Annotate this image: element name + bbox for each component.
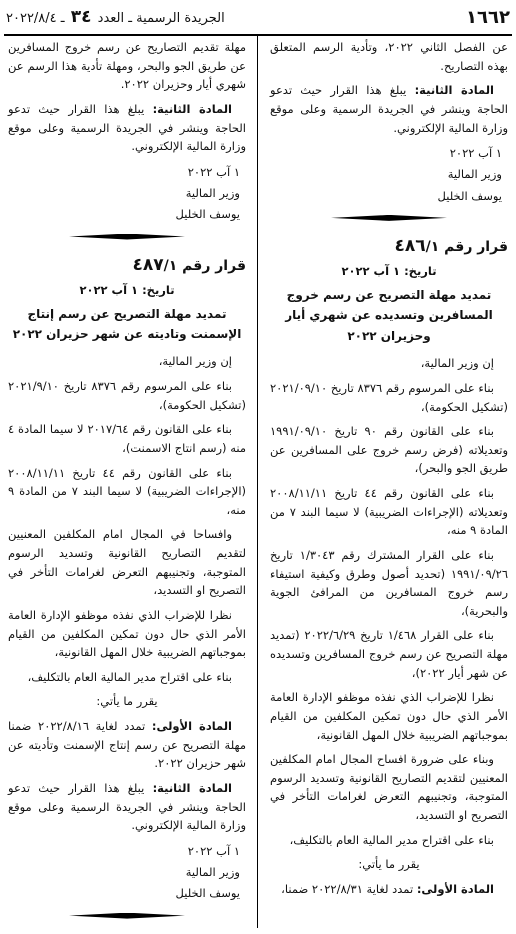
decision-number: ٤٨٦	[394, 235, 426, 256]
decision-title: قرار رقم ٤٨٦/١	[394, 235, 508, 256]
section-divider	[8, 234, 246, 240]
signature-block	[270, 143, 508, 207]
paragraph: نظرا للإضراب الذي نفذه موظفو الإدارة العامة الأمر الذي حال دون تمكين المكلفين من القيام بموجباتهم الضريبية خلال المهل القانونية،	[8, 607, 246, 660]
paragraph: بناء على القانون رقم ٤٤ تاريخ ٢٠٠٨/١١/١١ وتعديلاته (الإجراءات الضريبية) لا سيما البند ٧ من المادة ٩ منه،	[270, 486, 508, 538]
paragraph: إن وزير المالية،	[158, 354, 232, 369]
decision-487	[8, 252, 246, 919]
column-divider	[257, 36, 258, 928]
page-header	[6, 4, 510, 30]
signature-block	[8, 841, 246, 905]
paragraph: نظرا للإضراب الذي نفذه موظفو الإدارة العامة الأمر الذي حال دون تمكين المكلفين من القيام بموجباتهم الضريبية خلال المهل القانونية،	[270, 690, 508, 742]
right-column	[270, 38, 508, 905]
paragraph: بناء على المرسوم رقم ٨٣٧٦ تاريخ ٢٠٢١/٩/١٠ (تشكيل الحكومة)،	[8, 379, 246, 412]
article-text: يبلغ هذا القرار حيث تدعو الحاجة وينشر في الجريدة الرسمية وعلى موقع وزارة المالية الإلكتروني.	[8, 780, 246, 833]
issue-prefix: الجريدة الرسمية ـ العدد	[97, 11, 225, 26]
decision-title: قرار رقم ٤٨٧/١	[132, 254, 246, 275]
article-text: تمدد لغاية ٢٠٢٢/٨/٣١ ضمنا،	[281, 881, 414, 896]
decision-486	[270, 233, 508, 899]
signature-name: يوسف الخليل	[175, 207, 240, 222]
paragraph: بناء على القرار المشترك رقم ١/٣٠٤٣ تاريخ ١٩٩١/٠٩/٢٦ (تحديد أصول وطرق وكيفية استيفاء رسم خروج المسافرين من المرافئ الجوية والبحرية)،	[270, 547, 508, 618]
continued-text: مهلة تقديم التصاريح عن رسم خروج المسافرين عن طريق الجو والبحر، ومهلة تأدية هذا الرسم عن شهري أيار وحزيران ٢٠٢٢.	[8, 40, 246, 92]
left-column	[8, 38, 246, 931]
paragraph: وبناء على ضرورة افساح المجال امام المكلفين المعنيين لتقديم التصاريح القانونية وتسديد الرسوم المتوجبة، وتجنيبهم التعرض لغرامات التأخر في التصريح او التسديد،	[270, 752, 508, 822]
signature-role: وزير المالية	[185, 186, 240, 201]
paragraph: بناء على المرسوم رقم ٨٣٧٦ تاريخ ٢٠٢١/٠٩/١٠ (تشكيل الحكومة)،	[270, 380, 508, 414]
issue-info	[6, 7, 225, 27]
signature-name: يوسف الخليل	[437, 188, 502, 203]
header-rule	[4, 34, 512, 36]
article-label: المادة الأولى:	[151, 719, 233, 734]
article-label: المادة الثانية:	[152, 101, 232, 116]
signature-role: وزير المالية	[185, 865, 240, 880]
decision-subject: تمديد مهلة التصريح عن رسم إنتاج الإسمنت وتاديته عن شهر حزيران ٢٠٢٢	[12, 306, 242, 342]
decision-date: تاريخ: ١ آب ٢٠٢٢	[79, 283, 175, 298]
signature-date: ١ آب ٢٠٢٢	[187, 843, 240, 858]
continued-text: عن الفصل الثاني ٢٠٢٢، وتأدية الرسم المتعلق بهذه التصاريح.	[270, 40, 508, 73]
signature-date: ١ آب ٢٠٢٢	[449, 146, 502, 161]
section-divider	[270, 215, 508, 221]
section-divider	[8, 913, 246, 919]
decision-date: تاريخ: ١ آب ٢٠٢٢	[341, 264, 437, 279]
signature-date: ١ آب ٢٠٢٢	[187, 164, 240, 179]
signature-name: يوسف الخليل	[175, 886, 240, 901]
paragraph: بناء على القانون رقم ٩٠ تاريخ ١٩٩١/٠٩/١٠ وتعديلاته (فرض رسم خروج على المسافرين عن طريق الجو والبحر)،	[270, 424, 508, 476]
issue-number: ٣٤	[70, 7, 92, 27]
decision-number: ٤٨٧	[132, 254, 164, 275]
paragraph: بناء على القرار ١/٤٦٨ تاريخ ٢٠٢٢/٦/٢٩ (تمديد مهلة التصريح عن رسم خروج المسافرين وتسديده عن شهر أيار ٢٠٢٢)،	[270, 628, 508, 680]
signature-role: وزير المالية	[447, 167, 502, 182]
article-label: المادة الثانية:	[414, 83, 494, 98]
decision-subject: تمديد مهلة التصريح عن رسم خروج المسافرين وتسديده عن شهري أيار وحزيران ٢٠٢٢	[285, 288, 493, 343]
decides-line: يقرر ما يأتي:	[358, 857, 420, 872]
decides-line: يقرر ما يأتي:	[96, 694, 158, 709]
paragraph: بناء على القانون رقم ٢٠١٧/٦٤ لا سيما المادة ٤ منه (رسم انتاج الاسمنت)،	[8, 422, 246, 455]
article-2	[270, 81, 508, 137]
article-label: المادة الثانية:	[152, 780, 232, 795]
article-1	[270, 880, 508, 899]
article-2	[8, 779, 246, 835]
article-1	[8, 717, 246, 773]
signature-block	[8, 162, 246, 226]
paragraph: وافساحا في المجال امام المكلفين المعنيين لتقديم التصاريح القانونية وتسديد الرسوم المتوجبة، وتجنيبهم التعرض لغرامات التأخر في التصريح او التسديد،	[8, 527, 246, 598]
page-number: ١٦٦٢	[466, 6, 510, 28]
article-text: يبلغ هذا القرار حيث تدعو الحاجة وينشر في الجريدة الرسمية وعلى موقع وزارة المالية الإلكتروني.	[270, 83, 508, 135]
article-label: المادة الأولى:	[416, 881, 494, 896]
article-text: يبلغ هذا القرار حيث تدعو الحاجة وينشر في الجريدة الرسمية وعلى موقع وزارة المالية الإلكتروني.	[8, 101, 246, 154]
article-2	[8, 100, 246, 156]
article-text: تمدد لغاية ٢٠٢٢/٨/١٦ ضمنا مهلة التصريح عن رسم إنتاج الإسمنت وتأديته عن شهر حزيران ٢٠٢٢.	[8, 719, 246, 771]
paragraph: بناء على اقتراح مدير المالية العام بالتكليف،	[289, 832, 494, 847]
paragraph: إن وزير المالية،	[420, 356, 494, 371]
paragraph: بناء على القانون رقم ٤٤ تاريخ ٢٠٠٨/١١/١١ (الإجراءات الضريبية) لا سيما البند ٧ من المادة ٩ منه،	[8, 465, 246, 517]
issue-date: ـ ٢٠٢٢/٨/٤	[6, 11, 65, 26]
paragraph: بناء على اقتراح مدير المالية العام بالتكليف،	[27, 669, 232, 684]
